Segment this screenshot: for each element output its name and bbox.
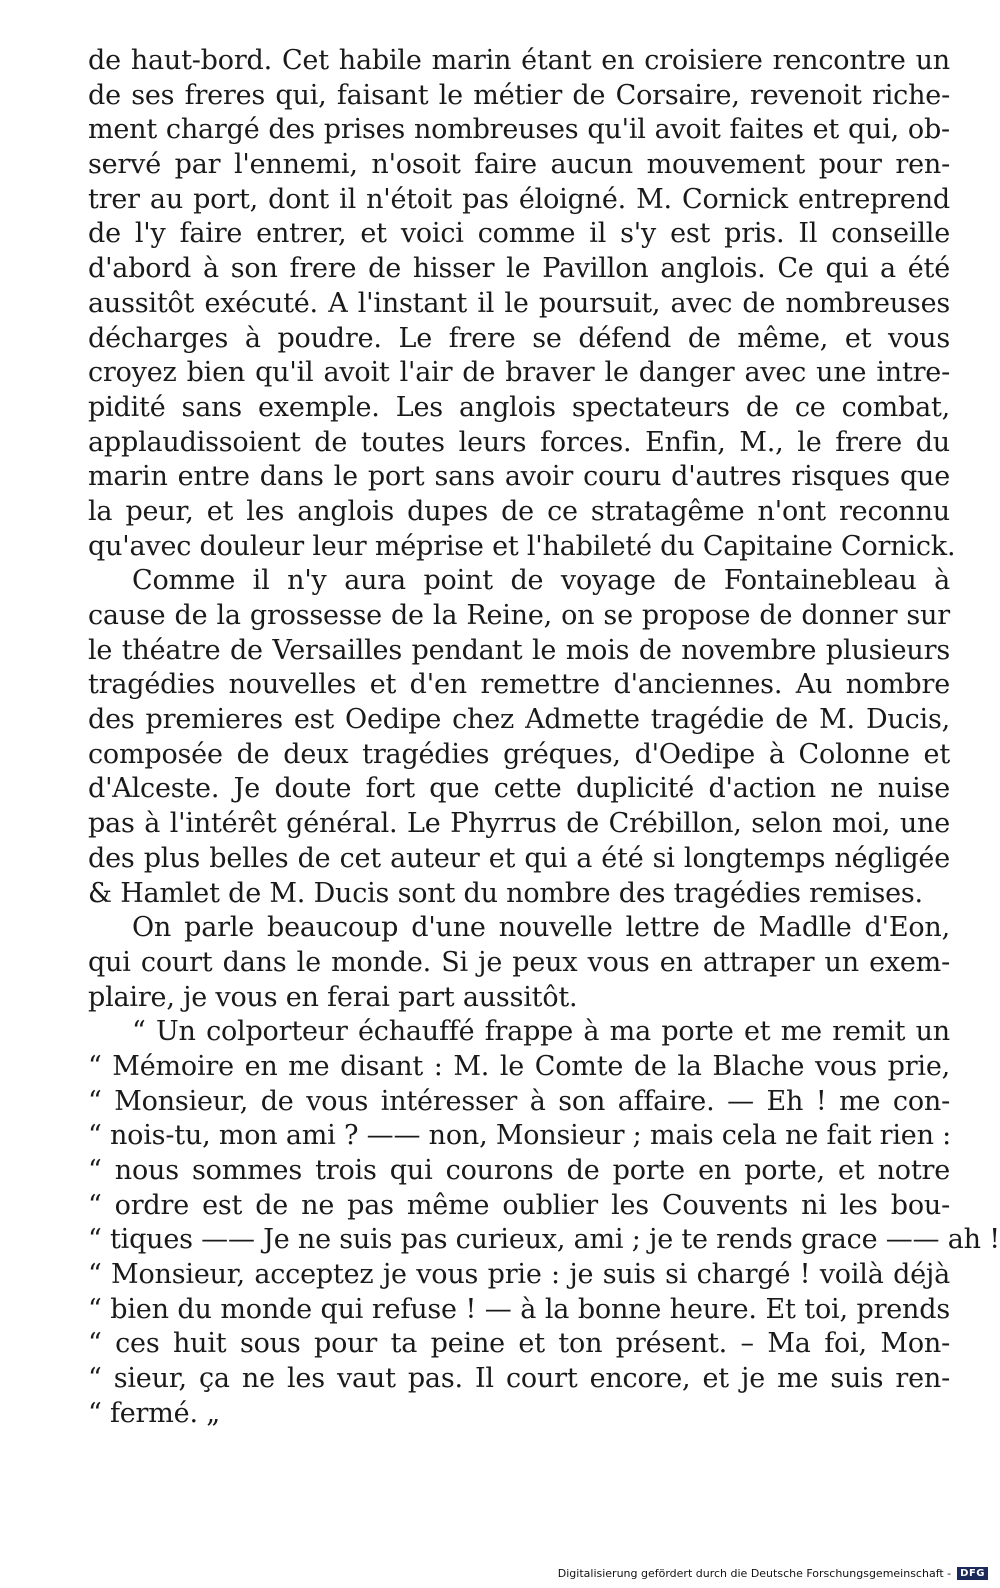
text-line: qui court dans le monde. Si je peux vous en attraper un exem- <box>88 946 950 978</box>
text-line: Comme il n'y aura point de voyage de Fontainebleau à <box>132 565 950 597</box>
text-line: “ Monsieur, acceptez je vous prie : je suis si chargé ! voilà déjà <box>88 1259 950 1291</box>
text-line: de haut-bord. Cet habile marin étant en croisiere rencontre un <box>88 45 950 76</box>
text-line: “ nous sommes trois qui courons de porte en porte, et notre <box>88 1155 950 1186</box>
text-line: qu'avec douleur leur méprise et l'habileté du Capitaine Cornick. <box>88 530 956 562</box>
text-line: “ ces huit sous pour ta peine et ton présent. – Ma foi, Mon- <box>88 1328 950 1360</box>
text-line: “ nois-tu, mon ami ? —— non, Monsieur ; mais cela ne fait rien : <box>88 1120 952 1152</box>
text-line: marin entre dans le port sans avoir couru d'autres risques que <box>88 461 950 493</box>
text-line: croyez bien qu'il avoit l'air de braver le danger avec une intre- <box>88 357 950 389</box>
text-line: ment chargé des prises nombreuses qu'il avoit faites et qui, ob- <box>88 114 950 146</box>
text-line: composée de deux tragédies gréques, d'Oedipe à Colonne et <box>88 738 950 770</box>
text-line: “ bien du monde qui refuse ! — à la bonne heure. Et toi, prends <box>88 1293 950 1325</box>
text-line: d'abord à son frere de hisser le Pavillon anglois. Ce qui a été <box>88 253 950 285</box>
text-line: pas à l'intérêt général. Le Phyrrus de Crébillon, selon moi, une <box>88 808 950 840</box>
text-line: décharges à poudre. Le frere se défend de même, et vous <box>88 322 950 354</box>
text-line: pidité sans exemple. Les anglois spectateurs de ce combat, <box>88 391 950 423</box>
text-line: “ Un colporteur échauffé frappe à ma porte et me remit un <box>132 1016 950 1048</box>
text-line: la peur, et les anglois dupes de ce stratagême n'ont reconnu <box>88 495 950 527</box>
text-line: des plus belles de cet auteur et qui a été si longtemps négligée <box>88 842 950 874</box>
text-line: On parle beaucoup d'une nouvelle lettre de Madlle d'Eon, <box>132 912 950 944</box>
text-line: “ Monsieur, de vous intéresser à son affaire. — Eh ! me con- <box>88 1085 950 1117</box>
text-line: “ tiques —— Je ne suis pas curieux, ami ; je te rends grace —— ah ! <box>88 1224 1000 1256</box>
text-line: d'Alceste. Je doute fort que cette duplicité d'action ne nuise <box>88 773 950 805</box>
page-text <box>88 44 1000 1432</box>
text-line: plaire, je vous en ferai part aussitôt. <box>88 981 578 1013</box>
text-line: servé par l'ennemi, n'osoit faire aucun mouvement pour ren- <box>88 149 950 181</box>
text-line: & Hamlet de M. Ducis sont du nombre des tragédies remises. <box>88 877 923 909</box>
text-line: tragédies nouvelles et d'en remettre d'anciennes. Au nombre <box>88 669 950 701</box>
text-line: applaudissoient de toutes leurs forces. Enfin, M., le frere du <box>88 426 950 458</box>
text-line: “ fermé. „ <box>88 1397 220 1429</box>
footer-credit: Digitalisierung gefördert durch die Deutsche Forschungsgemeinschaft - <box>557 1567 952 1580</box>
footer <box>558 1567 988 1580</box>
text-line: “ sieur, ça ne les vaut pas. Il court encore, et je me suis ren- <box>88 1363 950 1395</box>
dfg-logo-icon: DFG <box>957 1567 988 1580</box>
text-line: cause de la grossesse de la Reine, on se propose de donner sur <box>88 600 950 631</box>
text-line: “ ordre est de ne pas même oublier les Couvents ni les bou- <box>88 1189 950 1221</box>
text-line: “ Mémoire en me disant : M. le Comte de la Blache vous prie, <box>88 1050 950 1082</box>
text-line: le théatre de Versailles pendant le mois de novembre plusieurs <box>88 634 950 666</box>
text-line: de l'y faire entrer, et voici comme il s'y est pris. Il conseille <box>88 218 950 250</box>
text-line: de ses freres qui, faisant le métier de Corsaire, revenoit riche- <box>88 79 950 111</box>
text-line: aussitôt exécuté. A l'instant il le poursuit, avec de nombreuses <box>88 287 950 319</box>
text-line: trer au port, dont il n'étoit pas éloigné. M. Cornick entreprend <box>88 183 950 215</box>
text-line: des premieres est Oedipe chez Admette tragédie de M. Ducis, <box>88 704 950 736</box>
